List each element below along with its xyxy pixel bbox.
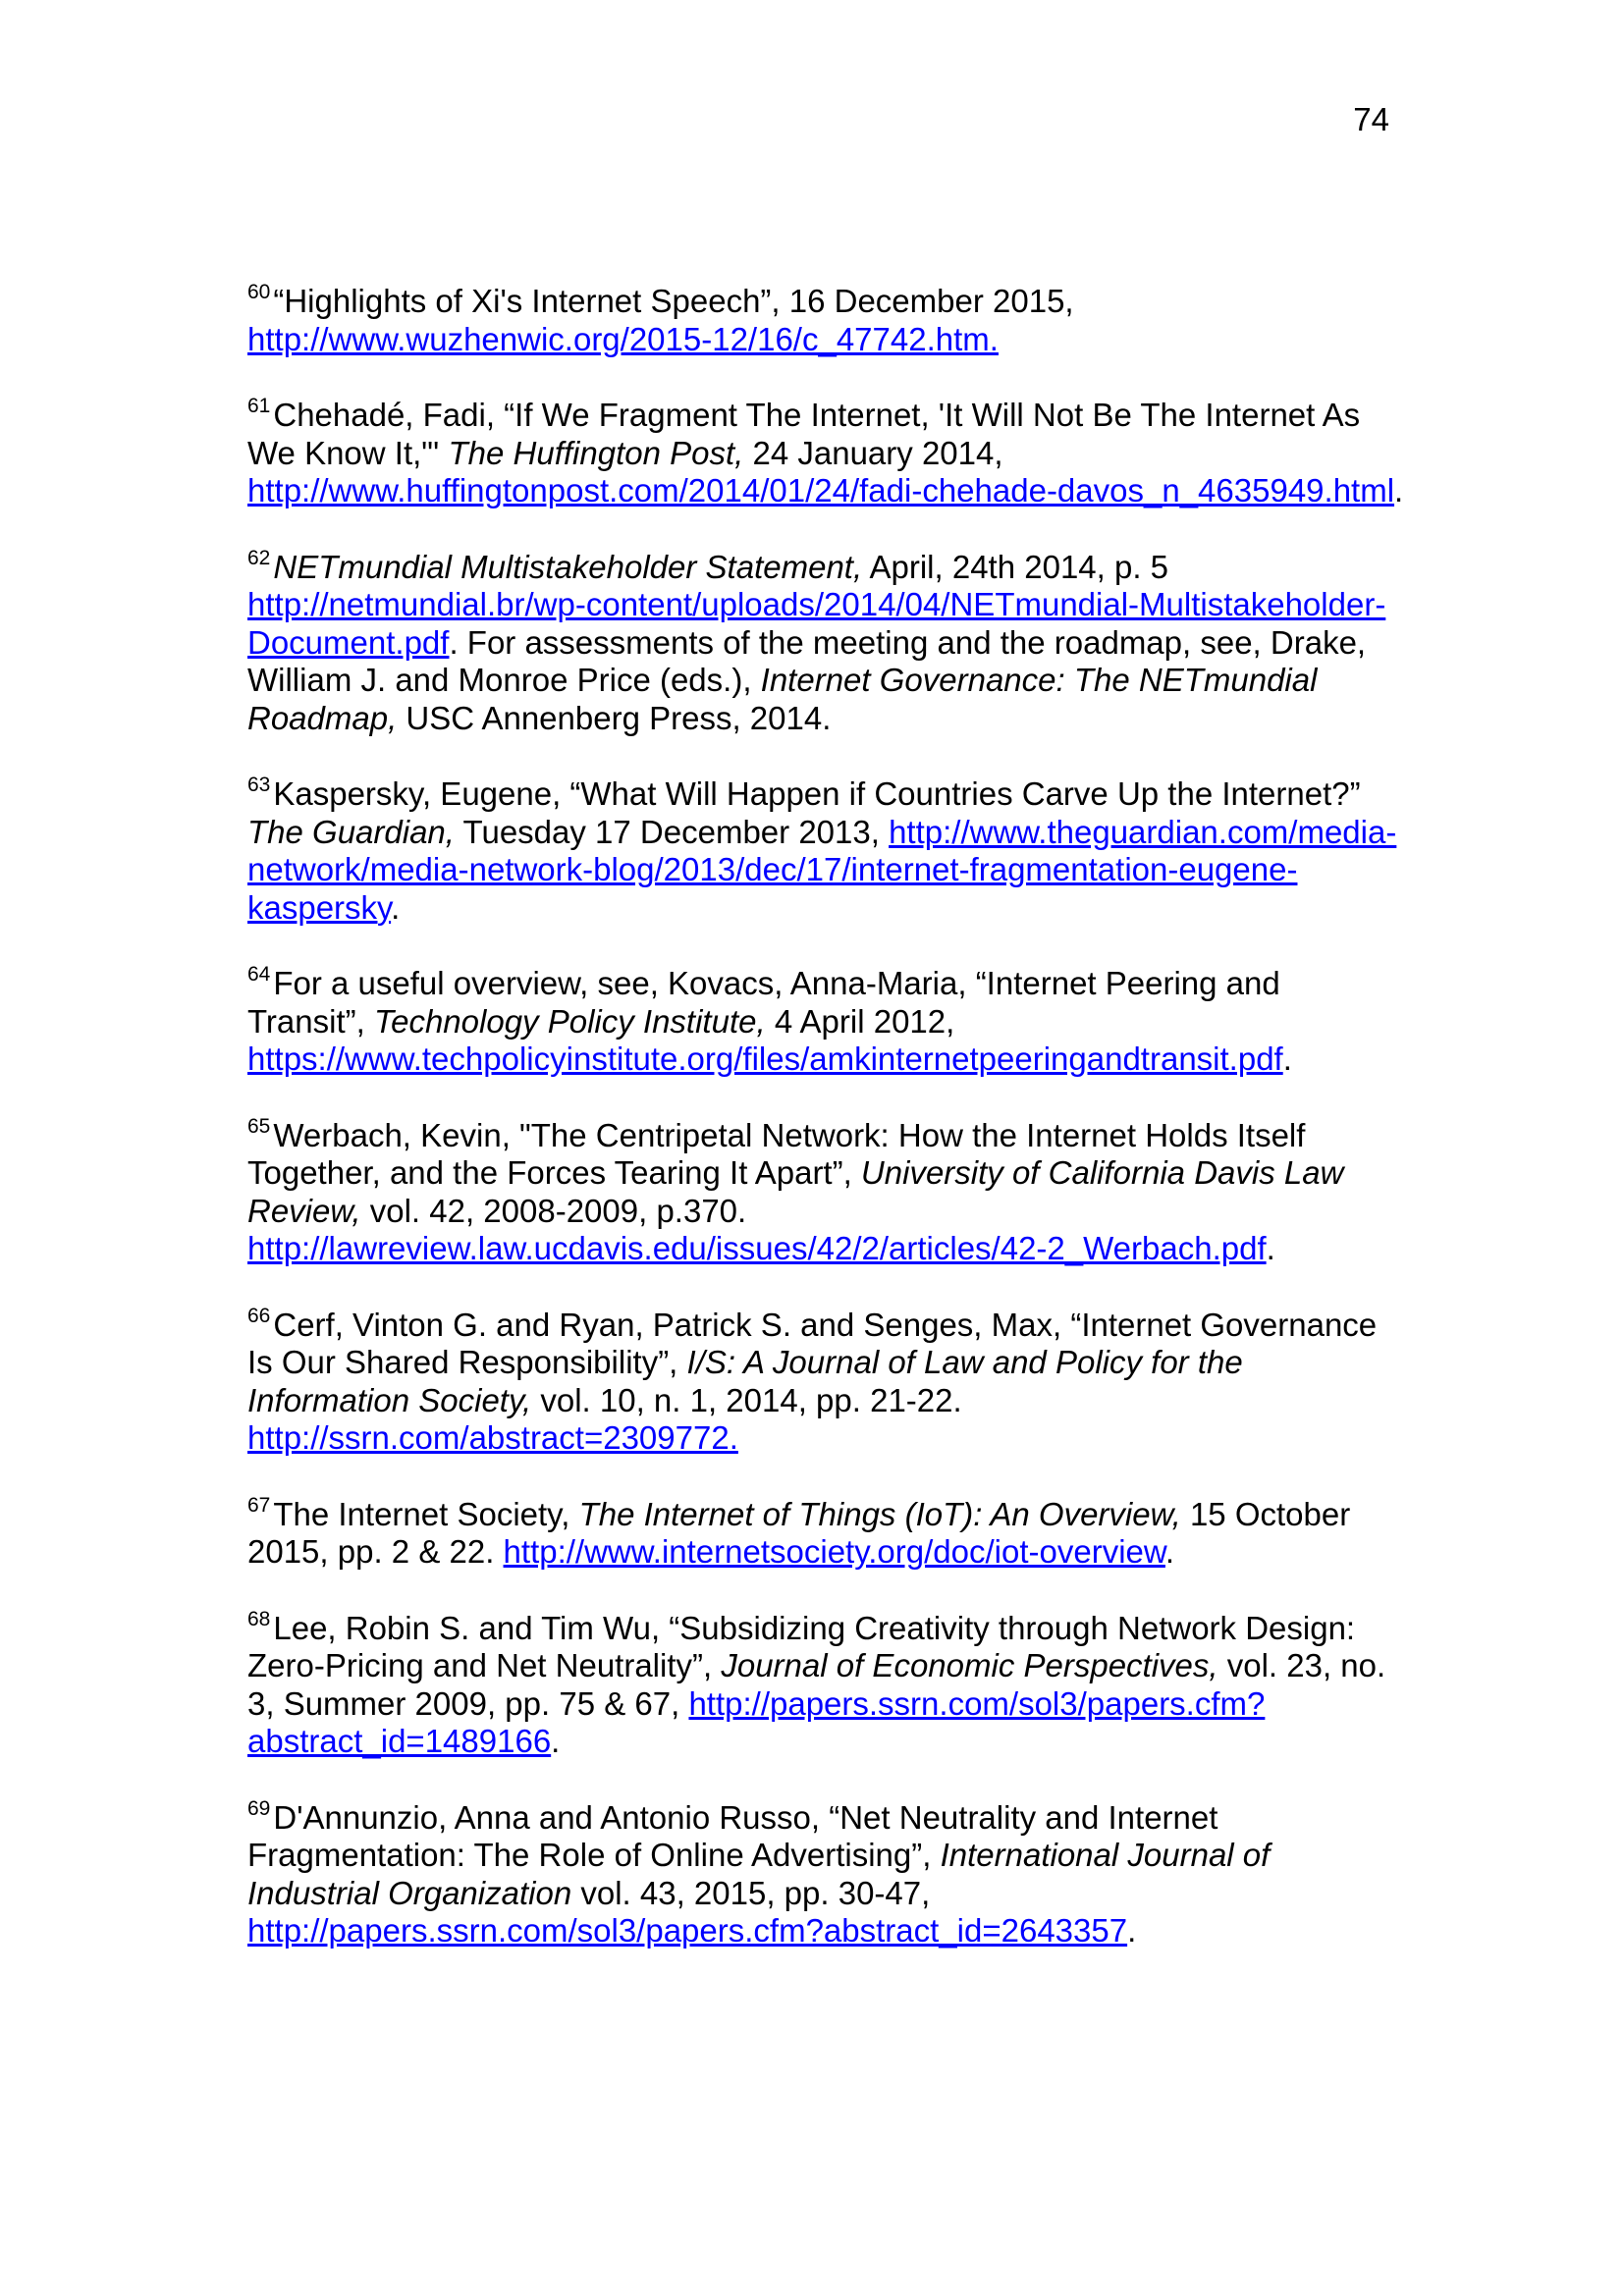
footnote-link[interactable]: http://ssrn.com/abstract=2309772. [247,1419,738,1456]
footnote-text: 4 April 2012, [765,1002,955,1040]
footnote-65 [247,1114,1406,1268]
footnote-number: 60 [247,281,271,303]
footnote-61 [247,397,1406,510]
footnote-italic-title: International Journal of Industrial Organization [247,1837,1271,1911]
footnote-number: 63 [247,774,271,796]
footnote-text: . [551,1723,561,1759]
footnote-italic-title: The Guardian, [247,813,455,850]
footnote-text: Cerf, Vinton G. and Ryan, Patrick S. and Senges, Max, “Internet Governance Is Our Shared Responsibility”, [247,1306,1378,1380]
footnote-text: D'Annunzio, Anna and Antonio Russo, “Net Neutrality and Internet Fragmentation: The Role of Online Advertising”, [247,1798,1218,1873]
footnote-italic-title: Technology Policy Institute, [373,1002,766,1040]
footnote-link[interactable]: http://www.wuzhenwic.org/2015-12/16/c_47742.htm. [247,320,999,357]
footnote-link[interactable]: http://www.theguardian.com/media-network/media-network-blog/2013/dec/17/internet-fragmentation-eugene-kaspersky [247,813,1397,926]
footnote-link[interactable]: http://lawreview.law.ucdavis.edu/issues/42/2/articles/42-2_Werbach.pdf [247,1230,1267,1266]
footnote-text: USC Annenberg Press, 2014. [397,699,832,736]
footnote-italic-title: The Internet of Things (IoT): An Overview, [578,1495,1181,1532]
footnote-link[interactable]: https://www.techpolicyinstitute.org/files/amkinternetpeeringandtransit.pdf [247,1041,1283,1077]
footnote-link[interactable]: http://www.internetsociety.org/doc/iot-overview [503,1533,1165,1570]
footnote-link[interactable]: http://www.huffingtonpost.com/2014/01/24/fadi-chehade-davos_n_4635949.html [247,472,1395,508]
footnote-text: . [1266,1230,1275,1266]
footnote-69 [247,1796,1406,1950]
footnote-number: 62 [247,546,271,569]
footnote-italic-title: NETmundial Multistakeholder Statement, [273,548,863,585]
footnote-64 [247,965,1406,1079]
footnote-italic-title: University of California Davis Law Review, [247,1154,1344,1229]
footnote-text: . [1394,472,1404,508]
footnote-text: vol. 10, n. 1, 2014, pp. 21-22. [531,1381,962,1418]
footnotes-list [247,283,1406,1989]
footnote-number: 67 [247,1493,271,1517]
footnote-67 [247,1493,1406,1572]
footnote-text: Tuesday 17 December 2013, [454,813,890,850]
footnote-italic-title: Internet Governance: The NETmundial Roadmap, [247,662,1318,736]
footnote-number: 65 [247,1114,271,1138]
footnote-text: 15 October 2015, pp. 2 & 22. [247,1495,1351,1570]
footnote-text: . [1282,1041,1292,1077]
footnote-text: April, 24th 2014, p. 5 [862,548,1169,585]
footnote-text: . [1164,1533,1175,1570]
footnote-text: Chehadé, Fadi, “If We Fragment The Internet, 'It Will Not Be The Internet As We Know It,"' [247,397,1361,471]
footnote-link[interactable]: http://papers.ssrn.com/sol3/papers.cfm?abstract_id=2643357 [247,1912,1128,1949]
footnote-number: 66 [247,1304,271,1327]
footnote-number: 61 [247,395,271,417]
footnote-text: vol. 23, no. 3, Summer 2009, pp. 75 & 67, [247,1647,1386,1722]
footnote-text: Werbach, Kevin, "The Centripetal Network: How the Internet Holds Itself Together, and the Forces Tearing It Apart”, [247,1116,1306,1191]
footnote-italic-title: I/S: A Journal of Law and Policy for the Information Society, [247,1344,1243,1418]
footnote-link[interactable]: http://papers.ssrn.com/sol3/papers.cfm?abstract_id=1489166 [247,1684,1266,1759]
footnote-number: 64 [247,963,271,986]
footnote-number: 69 [247,1796,271,1820]
footnote-68 [247,1607,1406,1761]
footnote-text: “Highlights of Xi's Internet Speech”, 16 December 2015, [273,283,1074,319]
footnote-text: For a useful overview, see, Kovacs, Anna-Maria, “Internet Peering and Transit”, [247,965,1280,1040]
footnote-60 [247,283,1406,358]
footnote-66 [247,1304,1406,1458]
footnote-number: 68 [247,1607,271,1630]
footnote-italic-title: Journal of Economic Perspectives, [721,1647,1218,1683]
footnote-62 [247,546,1406,738]
footnote-text: vol. 42, 2008-2009, p.370. [360,1192,747,1229]
footnote-text: . [1127,1912,1137,1949]
footnote-text: . [391,888,401,926]
footnote-text: vol. 43, 2015, pp. 30-47, [571,1874,931,1911]
page-number: 74 [1353,101,1389,137]
footnote-italic-title: The Huffington Post, [448,434,744,471]
footnote-text: Lee, Robin S. and Tim Wu, “Subsidizing Creativity through Network Design: Zero-Pricing and Net Neutrality”, [247,1609,1356,1683]
footnote-63 [247,775,1406,927]
footnote-text: The Internet Society, [273,1495,579,1532]
footnote-link[interactable]: http://netmundial.br/wp-content/uploads/2014/04/NETmundial-Multistakeholder-Document.pdf [247,586,1386,661]
footnote-text: . For assessments of the meeting and the roadmap, see, Drake, William J. and Monroe Price (eds.), [247,623,1367,698]
footnote-text: Kaspersky, Eugene, “What Will Happen if Countries Carve Up the Internet?” [273,775,1361,812]
footnote-text: 24 January 2014, [743,434,1003,471]
